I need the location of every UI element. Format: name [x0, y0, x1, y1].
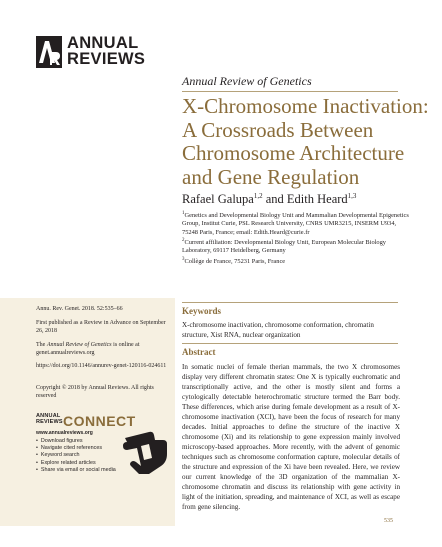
connect-feature-item: • Share via email or social media — [36, 467, 116, 474]
author-affiliation-marker: 1,3 — [347, 192, 357, 200]
logo-wordmark — [67, 35, 145, 67]
affiliation-marker: 2 — [182, 238, 185, 243]
online-prefix: The — [36, 342, 47, 348]
logo-line1: ANNUAL — [67, 34, 139, 52]
keywords-divider — [182, 302, 398, 303]
affiliation-marker: 1 — [182, 211, 185, 216]
annual-reviews-mark-icon — [36, 36, 62, 68]
connect-feature-item: • Download figures — [36, 438, 116, 445]
keywords-heading: Keywords — [182, 306, 221, 316]
first-published-note: First published as a Review in Advance on September 26, 2018 — [36, 320, 166, 334]
keywords-text: X-chromosome inactivation, chromosome conformation, chromatin structure, Xist RNA, nuclear organization — [182, 321, 374, 339]
title-divider — [182, 91, 398, 92]
author-name[interactable]: Rafael Galupa — [182, 192, 254, 207]
title-line: A Crossroads Between — [182, 117, 374, 142]
page-number: 535 — [384, 518, 393, 524]
annual-reviews-logo — [36, 36, 176, 76]
title-line: and Gene Regulation — [182, 164, 360, 189]
affiliation — [182, 210, 412, 237]
author-name[interactable]: Edith Heard — [286, 192, 348, 207]
connect-feature-item: • Explore related articles — [36, 460, 116, 467]
annual-reviews-connect[interactable] — [36, 413, 171, 475]
logo-line2: REVIEWS — [67, 50, 146, 68]
author-list — [182, 192, 356, 207]
doi-link[interactable]: https://doi.org/10.1146/annurev-genet-120116-024611 — [36, 363, 167, 369]
affiliation-marker: 3 — [182, 257, 185, 262]
connect-wordmark: CONNECT — [63, 413, 136, 429]
connect-logo-line1: ANNUAL — [36, 413, 61, 419]
connect-feature-item: • Keyword search — [36, 452, 116, 459]
affiliation-text: Collège de France, 75231 Paris, France — [184, 258, 286, 266]
connect-feature-item: • Navigate cited references — [36, 445, 116, 452]
connect-feature-list — [36, 438, 116, 474]
journal-name: Annual Review of Genetics — [182, 74, 312, 88]
affiliation-text: Genetics and Developmental Biology Unit and Mammalian Developmental Epigenetics Group, Institut Curie, PSL Research University, CNRS UMR3215, INSERM U934, 75248 Paris, France; email: Edith.Heard@curie.fr — [182, 212, 409, 236]
author-conjunction: and — [262, 192, 287, 207]
abstract-divider — [182, 343, 398, 344]
title-line: X-Chromosome Inactivation: — [182, 94, 429, 118]
connect-url[interactable]: www.annualreviews.org — [36, 430, 93, 436]
connect-logo-line2: REVIEWS — [36, 419, 63, 425]
hand-pointer-icon — [119, 428, 171, 480]
connect-logo — [36, 413, 63, 425]
author-affiliation-marker: 1,2 — [253, 192, 263, 200]
citation: Annu. Rev. Genet. 2018. 52:535–66 — [36, 306, 123, 312]
article-title — [182, 94, 429, 189]
abstract-text: In somatic nuclei of female therian mammals, the two X chromosomes display very different chromatin states: One X is typically euchromatic and transcriptionally active, and the other is mostly silent and forms a cytologically detectable heterochromatic structure termed the Barr body. These differences, which arise during female development as a result of X-chromosome inactivation (XCI), have been the focus of research for many decades. Initial approaches to define the structure of the inactive X chromosome (Xi) and its relationship to gene expression mainly involved microscopy-based approaches. More recently, with the advent of genomic techniques such as chromosome conformation capture, molecular details of the structure and expression of the Xi have been revealed. Here, we review our current knowledge of the 3D organization of the mammalian X-chromosome chromatin and discuss its relationship with gene activity in light of the initiation, spreading, and maintenance of XCI, as well as escape from gene silencing. — [182, 363, 400, 511]
online-note — [36, 342, 168, 357]
affiliation-text: Current affiliation: Developmental Biology Unit, European Molecular Biology Laboratory, 69117 Heidelberg, Germany — [182, 239, 386, 255]
abstract-heading: Abstract — [182, 347, 216, 357]
affiliation — [182, 237, 412, 256]
online-journal-name: Annual Review of Genetics — [46, 342, 112, 348]
title-line: Chromosome Architecture — [182, 141, 405, 165]
online-suffix[interactable]: is online at genet.annualreviews.org — [36, 342, 140, 356]
copyright: Copyright © 2018 by Annual Reviews. All rights reserved — [36, 385, 154, 399]
affiliation — [182, 256, 412, 266]
